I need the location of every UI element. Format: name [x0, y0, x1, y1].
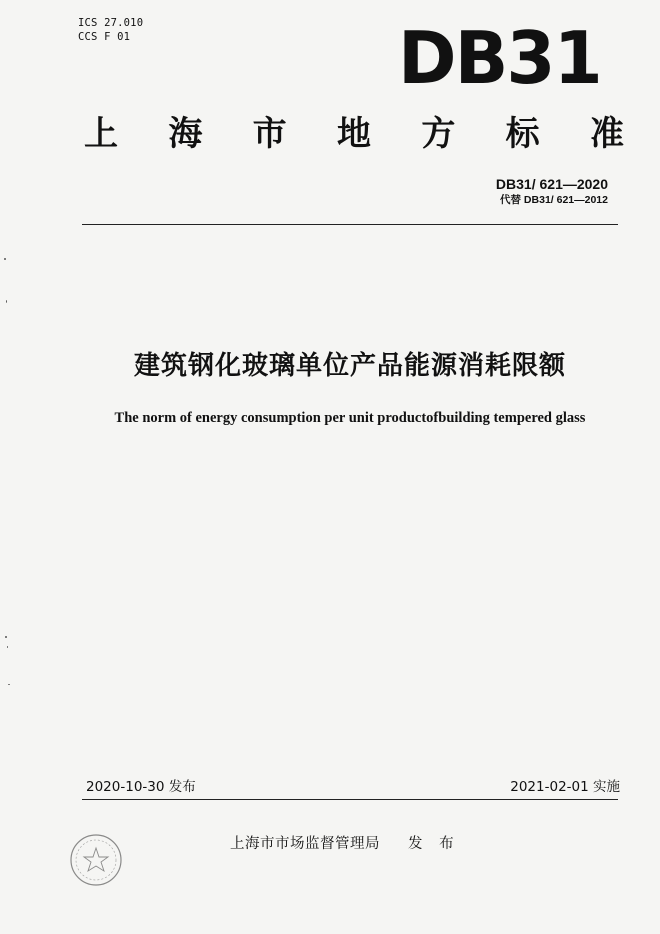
- issuing-authority: [230, 834, 460, 854]
- document-title-chinese: 建筑钢化玻璃单位产品能源消耗限额: [133, 351, 566, 381]
- ics-code: ICS 27.010: [78, 17, 144, 29]
- classification-codes: [78, 16, 143, 44]
- implement-date: 2021-02-01 实施: [510, 779, 620, 795]
- db31-logo: DB31: [398, 16, 601, 100]
- standard-type-char: 地: [336, 114, 371, 154]
- header-divider: [82, 224, 618, 225]
- scan-speck: [6, 300, 7, 303]
- document-title-english: The norm of energy consumption per unit productofbuilding tempered glass: [114, 410, 586, 426]
- ccs-code: CCS F 01: [78, 31, 131, 43]
- standard-number-block: [496, 176, 608, 207]
- official-seal-stamp: [68, 832, 124, 888]
- issuer-name: 上海市市场监督管理局: [230, 836, 380, 852]
- scan-speck: [4, 258, 6, 260]
- standard-type-char: 准: [589, 114, 624, 154]
- publish-date: 2020-10-30 发布: [86, 779, 196, 795]
- scan-speck: [5, 636, 7, 638]
- standard-number: DB31/ 621—2020: [495, 176, 608, 192]
- replaces-standard: 代替 DB31/ 621—2012: [500, 194, 608, 206]
- standard-type-char: 上: [84, 114, 118, 154]
- scan-speck: [7, 646, 8, 648]
- issue-label: 发 布: [408, 836, 460, 852]
- standard-type-char: 标: [505, 114, 540, 154]
- standard-type-char: 方: [421, 114, 456, 154]
- scan-speck: [8, 684, 10, 685]
- standard-type-char: 市: [252, 114, 287, 154]
- standard-type-title: [84, 112, 624, 156]
- standard-type-char: 海: [168, 114, 203, 154]
- footer-divider: [82, 799, 618, 800]
